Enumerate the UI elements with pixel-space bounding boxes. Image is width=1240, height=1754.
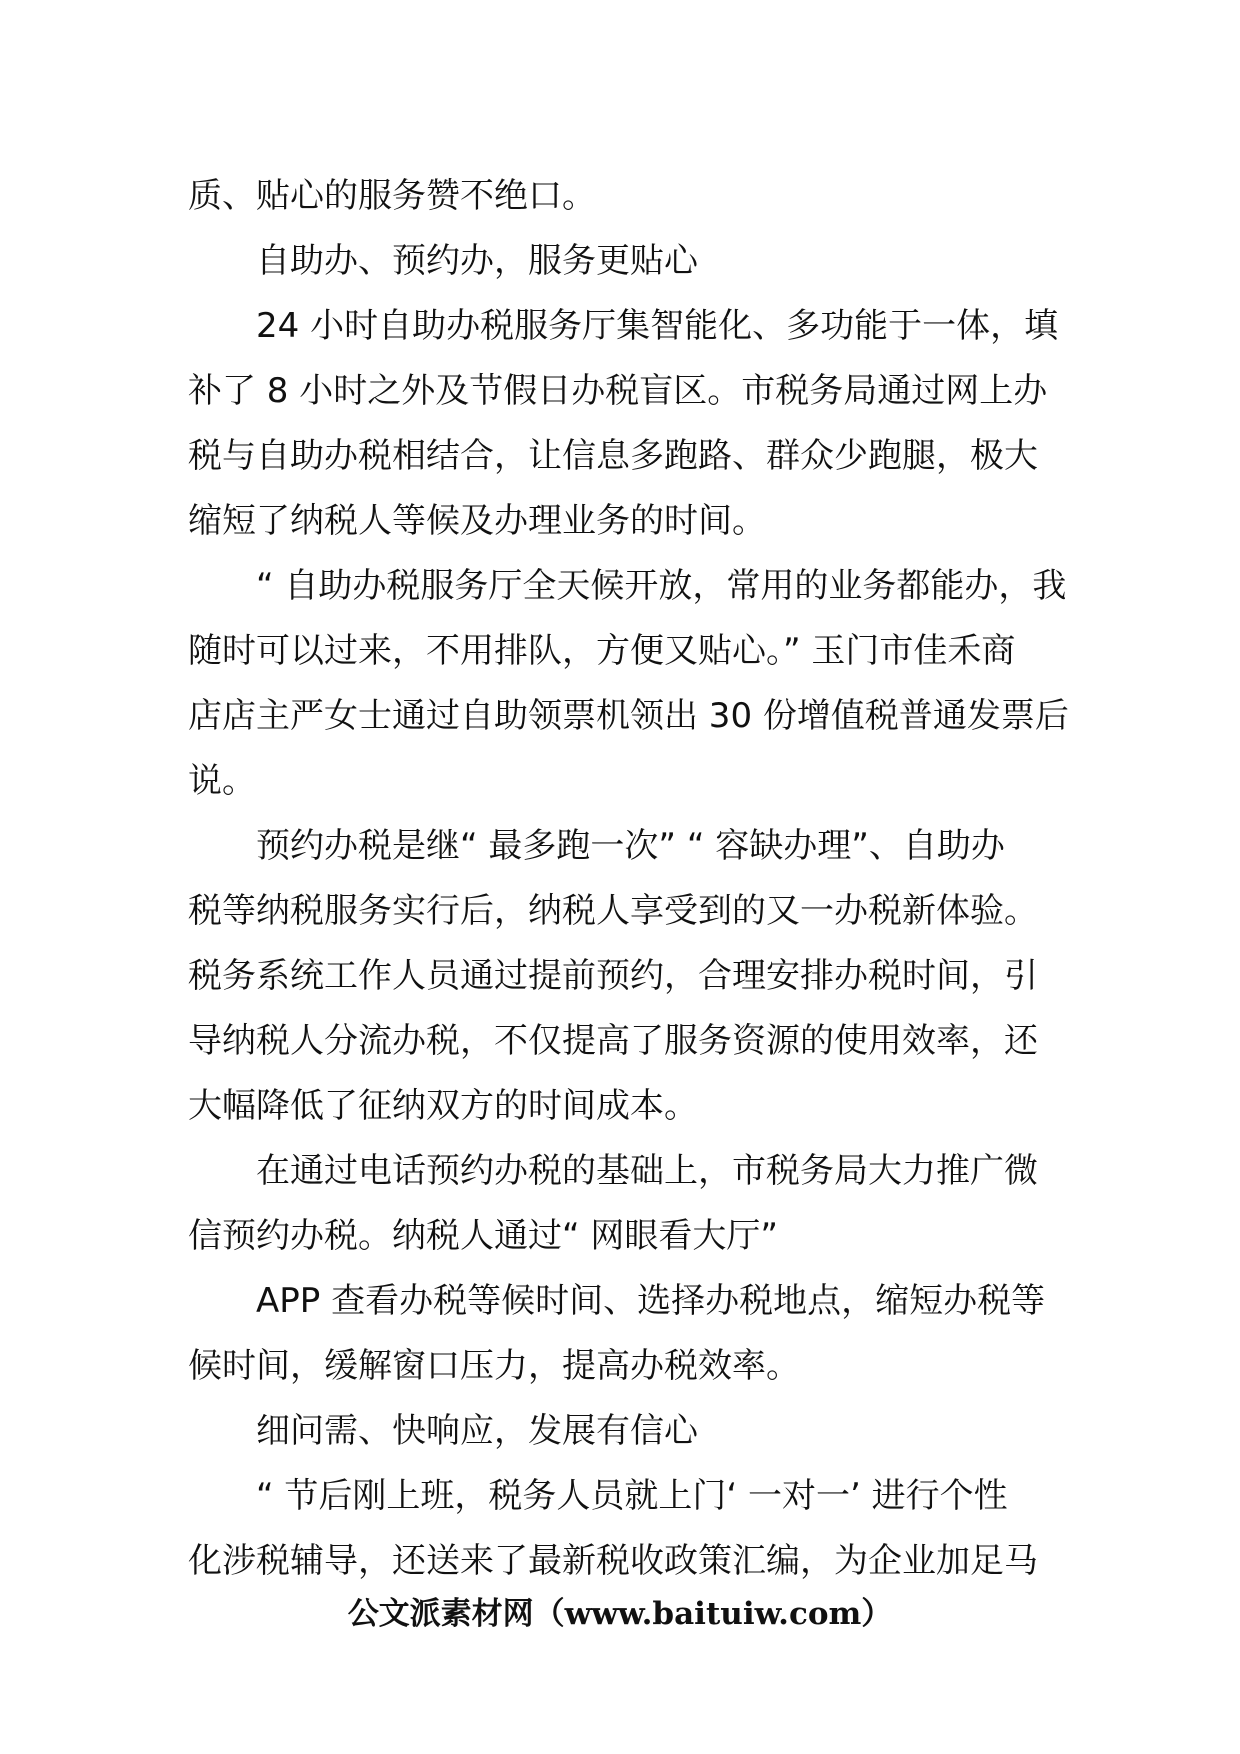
text-line: 补了 8 小时之外及节假日办税盲区。市税务局通过网上办 (188, 371, 1048, 411)
text-line: 大幅降低了征纳双方的时间成本。 (188, 1086, 698, 1126)
text-line: 说。 (188, 761, 256, 801)
text-line: 化涉税辅导，还送来了最新税收政策汇编，为企业加足马 (188, 1541, 1038, 1581)
text-line: 预约办税是继“ 最多跑一次” “ 容缺办理”、自助办 (256, 826, 1005, 866)
text-line: “ 节后刚上班，税务人员就上门‘ 一对一’ 进行个性 (256, 1476, 1008, 1516)
body-text (188, 164, 1069, 1594)
text-line: 税与自助办税相结合，让信息多跑路、群众少跑腿，极大 (188, 436, 1038, 476)
text-line: 店店主严女士通过自助领票机领出 30 份增值税普通发票后 (188, 696, 1069, 736)
text-line: 随时可以过来，不用排队，方便又贴心。” 玉门市佳禾商 (188, 631, 1016, 671)
page-footer: 公文派素材网（www.baituiw.com） (347, 1596, 893, 1632)
text-line: APP 查看办税等候时间、选择办税地点，缩短办税等 (256, 1281, 1046, 1321)
text-line: 缩短了纳税人等候及办理业务的时间。 (188, 501, 766, 541)
text-line: 税等纳税服务实行后，纳税人享受到的又一办税新体验。 (188, 891, 1038, 931)
text-line: 在通过电话预约办税的基础上，市税务局大力推广微 (256, 1151, 1038, 1191)
text-line: 24 小时自助办税服务厅集智能化、多功能于一体，填 (256, 306, 1059, 346)
text-line: 候时间，缓解窗口压力，提高办税效率。 (188, 1346, 800, 1386)
text-line: 税务系统工作人员通过提前预约，合理安排办税时间，引 (188, 956, 1038, 996)
text-line: 信预约办税。纳税人通过“ 网眼看大厅” (188, 1216, 779, 1256)
text-line: 导纳税人分流办税，不仅提高了服务资源的使用效率，还 (188, 1021, 1038, 1061)
section-heading: 细问需、快响应，发展有信心 (256, 1411, 698, 1451)
section-heading: 自助办、预约办，服务更贴心 (256, 241, 698, 281)
text-line: 质、贴心的服务赞不绝口。 (188, 176, 596, 216)
text-line: “ 自助办税服务厅全天候开放，常用的业务都能办，我 (256, 566, 1067, 606)
